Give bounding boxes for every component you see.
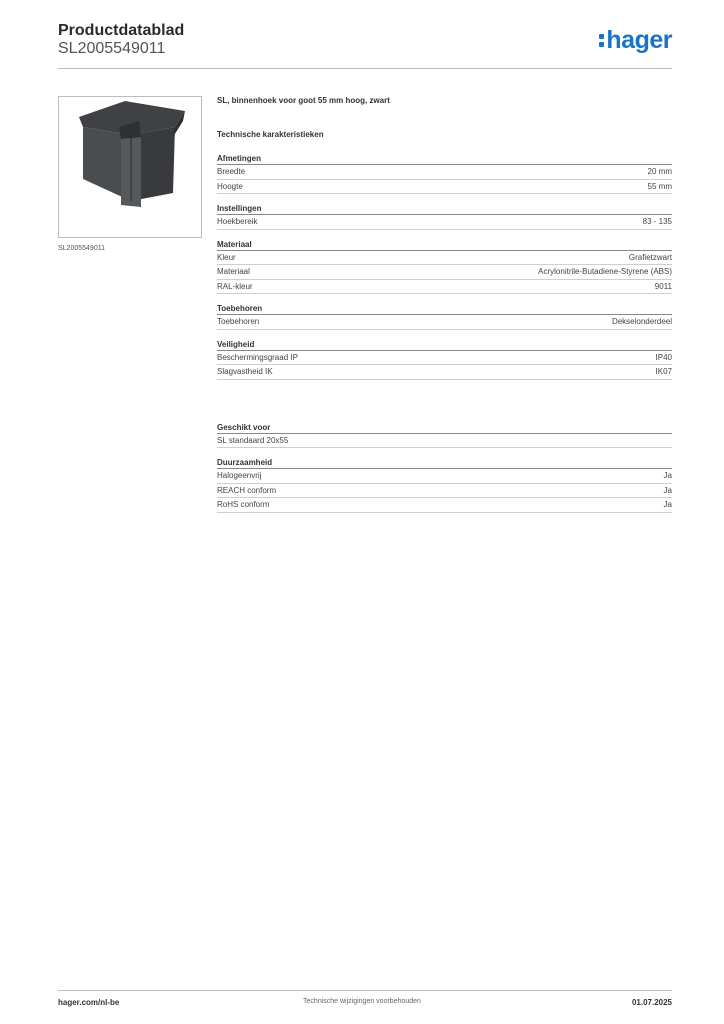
product-image <box>58 96 202 238</box>
section-title: Afmetingen <box>217 153 672 165</box>
header-divider <box>58 68 672 69</box>
spec-row <box>217 498 672 513</box>
spec-row <box>217 251 672 266</box>
spec-value: Ja <box>663 471 672 480</box>
spec-label: Beschermingsgraad IP <box>217 352 298 362</box>
product-code: SL2005549011 <box>58 40 166 57</box>
spec-section-sustainability <box>217 457 672 513</box>
spec-row <box>217 315 672 330</box>
spec-section-settings <box>217 203 672 230</box>
spec-section-material <box>217 239 672 295</box>
hager-logo <box>599 26 672 55</box>
spec-section-dimensions <box>217 153 672 194</box>
spec-label: Halogeenvrij <box>217 471 262 480</box>
spec-row <box>217 215 672 230</box>
section-title: Geschikt voor <box>217 422 672 434</box>
spec-label: Breedte <box>217 167 246 176</box>
spec-section-suitable-for <box>217 422 672 449</box>
spec-value: 83 - 135 <box>642 217 672 226</box>
spec-value: IP40 <box>655 352 672 362</box>
spec-row <box>217 469 672 484</box>
section-spacer <box>217 389 672 422</box>
spec-label: SL standaard 20x55 <box>217 435 289 445</box>
product-description: SL, binnenhoek voor goot 55 mm hoog, zwart <box>217 96 390 105</box>
spec-value: Grafietzwart <box>628 252 672 262</box>
spec-value: 9011 <box>654 281 672 291</box>
spec-label: Hoogte <box>217 181 243 191</box>
section-title: Toebehoren <box>217 303 672 315</box>
section-title: Duurzaamheid <box>217 457 672 469</box>
spec-label: Materiaal <box>217 267 250 276</box>
spec-value: 20 mm <box>647 167 672 176</box>
section-title: Instellingen <box>217 203 672 215</box>
spec-value: Ja <box>663 485 672 495</box>
spec-label: RAL-kleur <box>217 281 253 291</box>
logo-text: hager <box>606 26 672 54</box>
spec-section-safety <box>217 339 672 380</box>
spec-row <box>217 280 672 295</box>
spec-label: Hoekbereik <box>217 217 258 226</box>
spec-row <box>217 180 672 195</box>
spec-label: Slagvastheid IK <box>217 367 273 376</box>
spec-section-accessories <box>217 303 672 330</box>
footer-website-link[interactable]: hager.com/nl-be <box>58 998 120 1007</box>
spec-row <box>217 484 672 499</box>
footer-date: 01.07.2025 <box>631 998 672 1007</box>
spec-label: Toebehoren <box>217 317 260 326</box>
spec-row <box>217 365 672 380</box>
spec-row <box>217 351 672 366</box>
spec-value: Dekselonderdeel <box>611 317 672 326</box>
section-title: Veiligheid <box>217 339 672 351</box>
image-caption: SL2005549011 <box>58 245 105 252</box>
spec-label: REACH conform <box>217 485 277 495</box>
document-title: Productdatablad <box>58 22 185 39</box>
spec-row <box>217 165 672 180</box>
spec-value: Ja <box>663 500 672 509</box>
spec-label: RoHS conform <box>217 500 270 509</box>
logo-dots-icon <box>599 31 604 47</box>
page-header <box>58 22 672 68</box>
inner-corner-icon <box>59 97 201 237</box>
footer-notice: Technische wijzigingen voorbehouden <box>303 998 421 1005</box>
footer-divider <box>58 990 672 991</box>
spec-row <box>217 434 672 449</box>
spec-label: Kleur <box>217 252 236 262</box>
spec-value: Acrylonitrile-Butadiene-Styrene (ABS) <box>538 267 672 276</box>
section-title: Materiaal <box>217 239 672 251</box>
technical-heading: Technische karakteristieken <box>217 130 324 139</box>
spec-value: 55 mm <box>647 181 672 191</box>
spec-row <box>217 265 672 280</box>
spec-value: IK07 <box>655 367 672 376</box>
product-specs <box>217 96 672 522</box>
